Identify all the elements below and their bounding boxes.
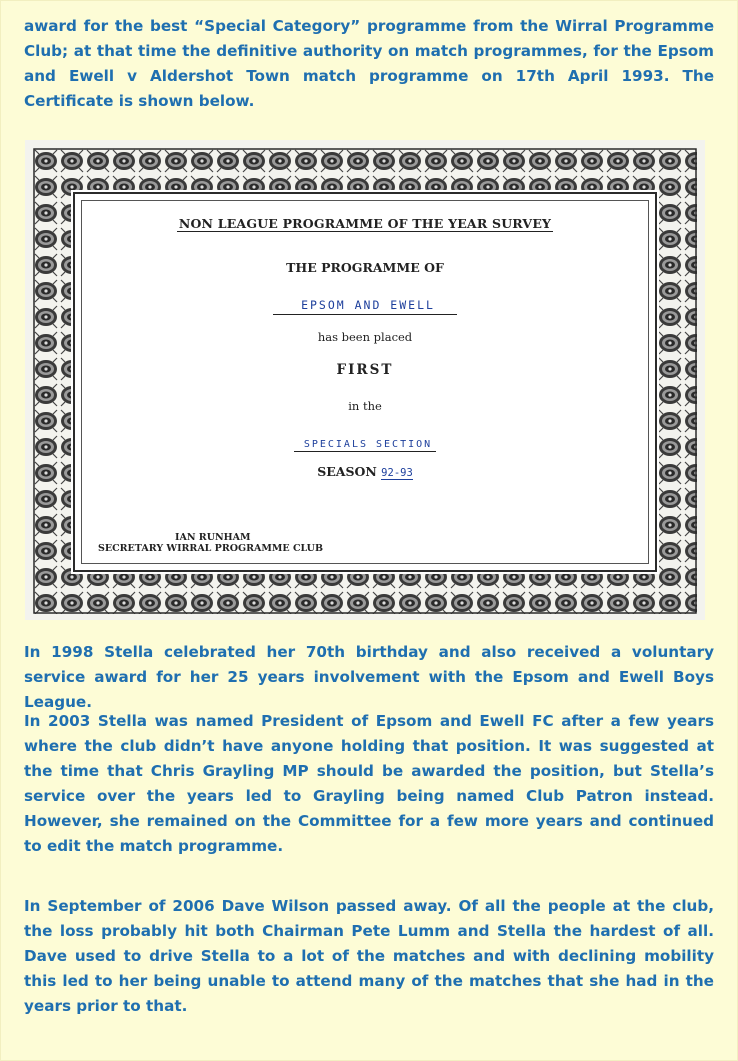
certificate-in-the: in the <box>348 399 382 413</box>
certificate-inner-frame <box>81 200 649 564</box>
certificate-image <box>25 140 705 620</box>
certificate-club-name: EPSOM AND EWELL <box>273 298 457 315</box>
certificate-programme-of: THE PROGRAMME OF <box>286 260 444 275</box>
certificate-signatory-title: SECRETARY WIRRAL PROGRAMME CLUB <box>98 543 323 554</box>
certificate-signatory-name: IAN RUNHAM <box>175 532 251 543</box>
certificate-season-value: 92-93 <box>381 467 413 479</box>
certificate-season <box>75 464 655 479</box>
paragraph-2006: In September of 2006 Dave Wilson passed away. Of all the people at the club, the loss probably hit both Chairman Pete Lumm and Stella the hardest of all. Dave used to drive Stella to a lot of the matches and with declining mobility this led to her being unable to attend many of the matches that she had in the years prior to that. <box>24 897 714 1015</box>
paragraph-award: award for the best “Special Category” programme from the Wirral Programme Club; at that time the definitive authority on match programmes, for the Epsom and Ewell v Aldershot Town match programme on 17th April 1993. The Certificate is shown below. <box>24 17 714 110</box>
paragraph-2003: In 2003 Stella was named President of Epsom and Ewell FC after a few years where the club didn’t have anyone holding that position. It was suggested at the time that Chris Grayling MP should be awarded the position, but Stella’s service over the years led to Grayling being named Club Patron instead. However, she remained on the Committee for a few more years and continued to edit the match programme. <box>24 712 714 855</box>
certificate-survey-title: NON LEAGUE PROGRAMME OF THE YEAR SURVEY <box>178 216 552 231</box>
paragraph-1998: In 1998 Stella celebrated her 70th birthday and also received a voluntary service award for her 25 years involvement with the Epsom and Ewell Boys League. <box>24 643 714 711</box>
certificate-season-label: SEASON <box>317 464 377 479</box>
certificate-placed-text: has been placed <box>317 330 413 344</box>
certificate-body <box>73 192 657 572</box>
certificate-section-name: SPECIALS SECTION <box>294 439 436 452</box>
certificate-position: FIRST <box>336 362 394 378</box>
